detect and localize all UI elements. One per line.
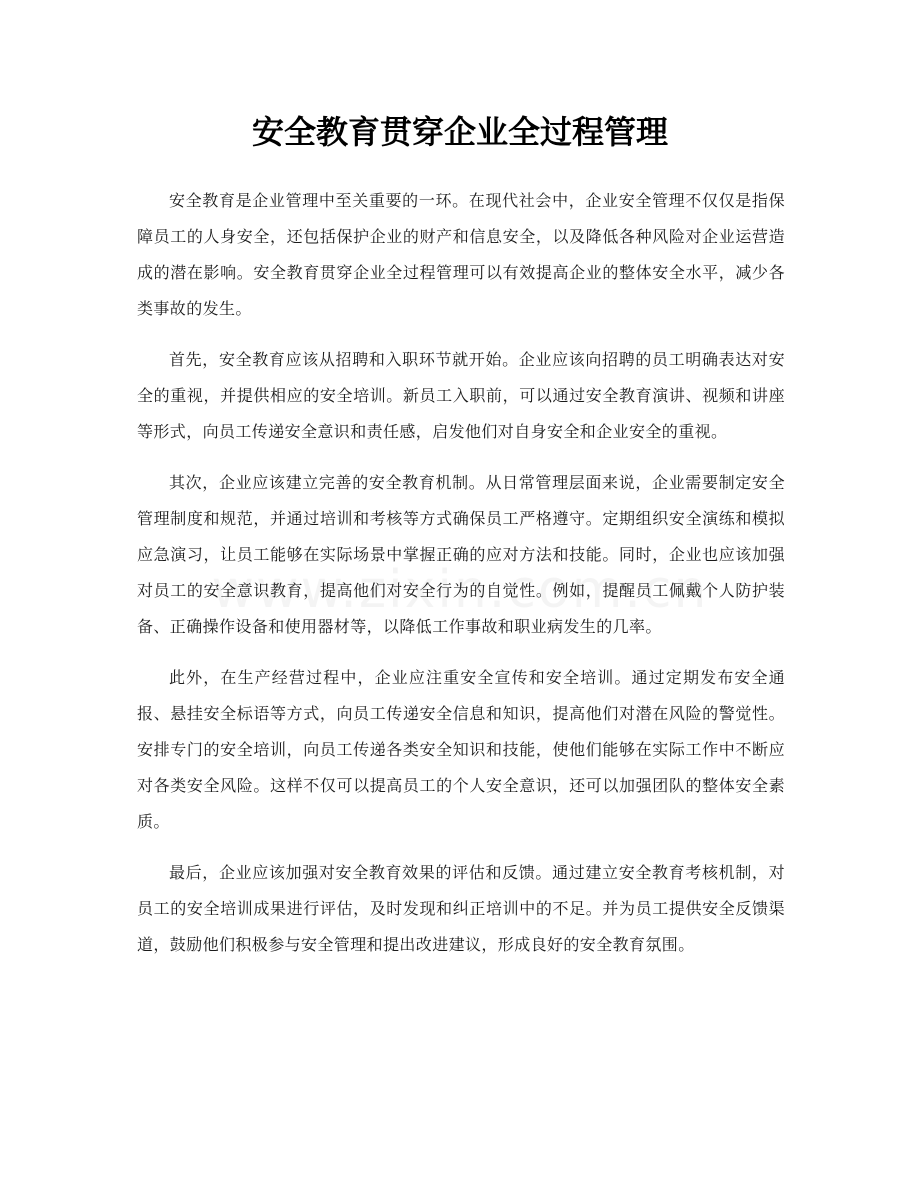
document-body [137, 183, 785, 978]
paragraph-mechanism: 其次，企业应该建立完善的安全教育机制。从日常管理层面来说，企业需要制定安全管理制度和规范，并通过培训和考核等方式确保员工严格遵守。定期组织安全演练和模拟应急演习，让员工能够在实际场景中掌握正确的应对方法和技能。同时，企业也应该加强对员工的安全意识教育，提高他们对安全行为的自觉性。例如，提醒员工佩戴个人防护装备、正确操作设备和使用器材等，以降低工作事故和职业病发生的几率。 [137, 473, 785, 636]
paragraph-evaluation: 最后，企业应该加强对安全教育效果的评估和反馈。通过建立安全教育考核机制，对员工的安全培训成果进行评估，及时发现和纠正培训中的不足。并为员工提供安全反馈渠道，鼓励他们积极参与安全管理和提出改进建议，形成良好的安全教育氛围。 [137, 863, 785, 954]
paragraph-publicity: 此外，在生产经营过程中，企业应注重安全宣传和安全培训。通过定期发布安全通报、悬挂安全标语等方式，向员工传递安全信息和知识，提高他们对潜在风险的警觉性。安排专门的安全培训，向员工传递各类安全知识和技能，使他们能够在实际工作中不断应对各类安全风险。这样不仅可以提高员工的个人安全意识，还可以加强团队的整体安全素质。 [137, 668, 785, 831]
paragraph-intro: 安全教育是企业管理中至关重要的一环。在现代社会中，企业安全管理不仅仅是指保障员工的人身安全，还包括保护企业的财产和信息安全，以及降低各种风险对企业运营造成的潜在影响。安全教育贯穿企业全过程管理可以有效提高企业的整体安全水平，减少各类事故的发生。 [137, 191, 785, 318]
document-title: 安全教育贯穿企业全过程管理 [251, 113, 668, 151]
paragraph-recruitment: 首先，安全教育应该从招聘和入职环节就开始。企业应该向招聘的员工明确表达对安全的重视，并提供相应的安全培训。新员工入职前，可以通过安全教育演讲、视频和讲座等形式，向员工传递安全意识和责任感，启发他们对自身安全和企业安全的重视。 [137, 350, 785, 441]
